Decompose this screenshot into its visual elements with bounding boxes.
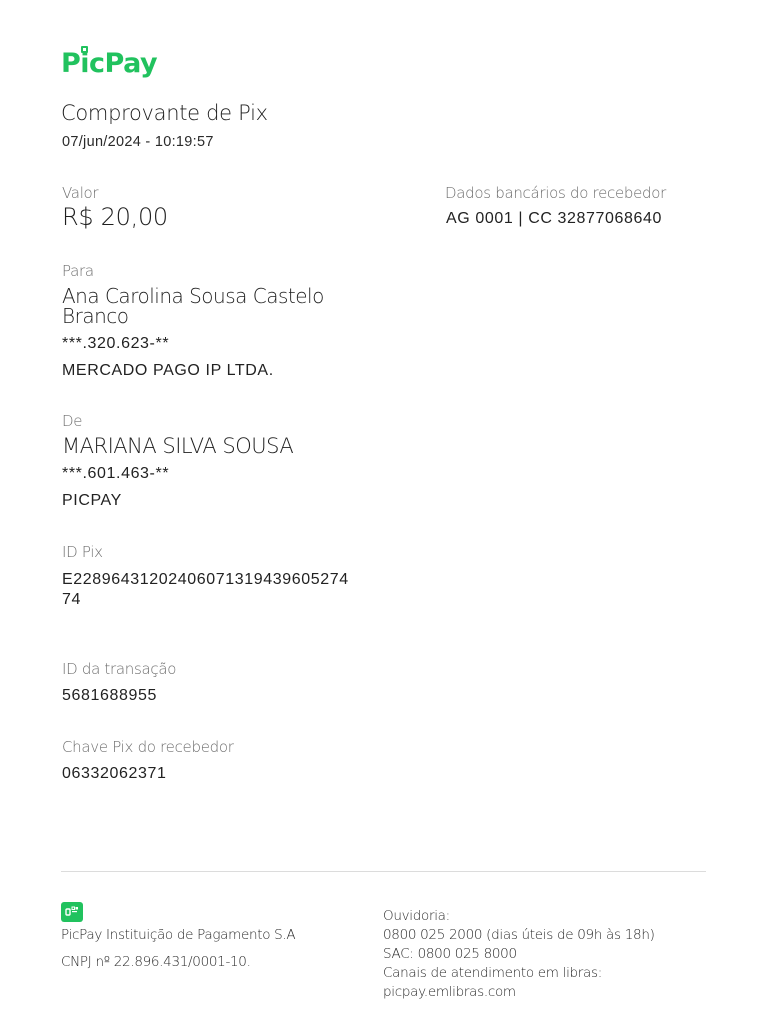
libras-link[interactable]: picpay.emlibras.com [383, 984, 516, 1000]
footer-cnpj: CNPJ nº 22.896.431/0001-10. [61, 954, 251, 970]
transaction-datetime: 07/jun/2024 - 10:19:57 [62, 134, 214, 150]
de-label: De [62, 412, 83, 430]
brand-name: PicPay [61, 48, 158, 79]
para-name-line2: Branco [62, 304, 129, 328]
id-pix-label: ID Pix [62, 543, 103, 561]
footer-company: PicPay Instituição de Pagamento S.A [61, 927, 296, 943]
id-pix-line1: E22896431202406071319439605274 [62, 571, 349, 588]
para-name [62, 286, 324, 326]
valor-amount: R$ 20,00 [62, 203, 168, 231]
de-name: MARIANA SILVA SOUSA [62, 434, 294, 458]
footer-contacts [383, 907, 655, 1002]
id-transacao-value: 5681688955 [62, 687, 157, 704]
ouvidoria-label: Ouvidoria: [383, 908, 450, 924]
valor-label: Valor [62, 184, 99, 202]
picpay-badge-icon [61, 902, 83, 922]
picpay-logo [61, 48, 157, 80]
ouvidoria-phone: 0800 025 2000 (dias úteis de 09h às 18h) [383, 927, 655, 943]
logo-square-icon [81, 46, 88, 53]
de-cpf: ***.601.463-** [62, 465, 170, 482]
id-pix-line2: 74 [62, 591, 81, 608]
para-cpf: ***.320.623-** [62, 335, 170, 352]
chave-pix-label: Chave Pix do recebedor [62, 738, 234, 756]
dados-bancarios-label: Dados bancários do recebedor [445, 184, 667, 202]
para-institution: MERCADO PAGO IP LTDA. [62, 362, 274, 379]
footer-divider [61, 871, 706, 872]
para-label: Para [62, 262, 94, 280]
para-name-line1: Ana Carolina Sousa Castelo [62, 284, 324, 308]
libras-label: Canais de atendimento em libras: [383, 965, 602, 981]
dados-bancarios-value: AG 0001 | CC 32877068640 [446, 210, 663, 227]
chave-pix-value: 06332062371 [62, 765, 167, 782]
sac-phone: SAC: 0800 025 8000 [383, 946, 517, 962]
id-pix-value [62, 570, 349, 610]
page-title: Comprovante de Pix [61, 101, 268, 125]
id-transacao-label: ID da transação [62, 660, 177, 678]
de-institution: PICPAY [62, 492, 122, 509]
picpay-glyph-icon [65, 906, 79, 918]
